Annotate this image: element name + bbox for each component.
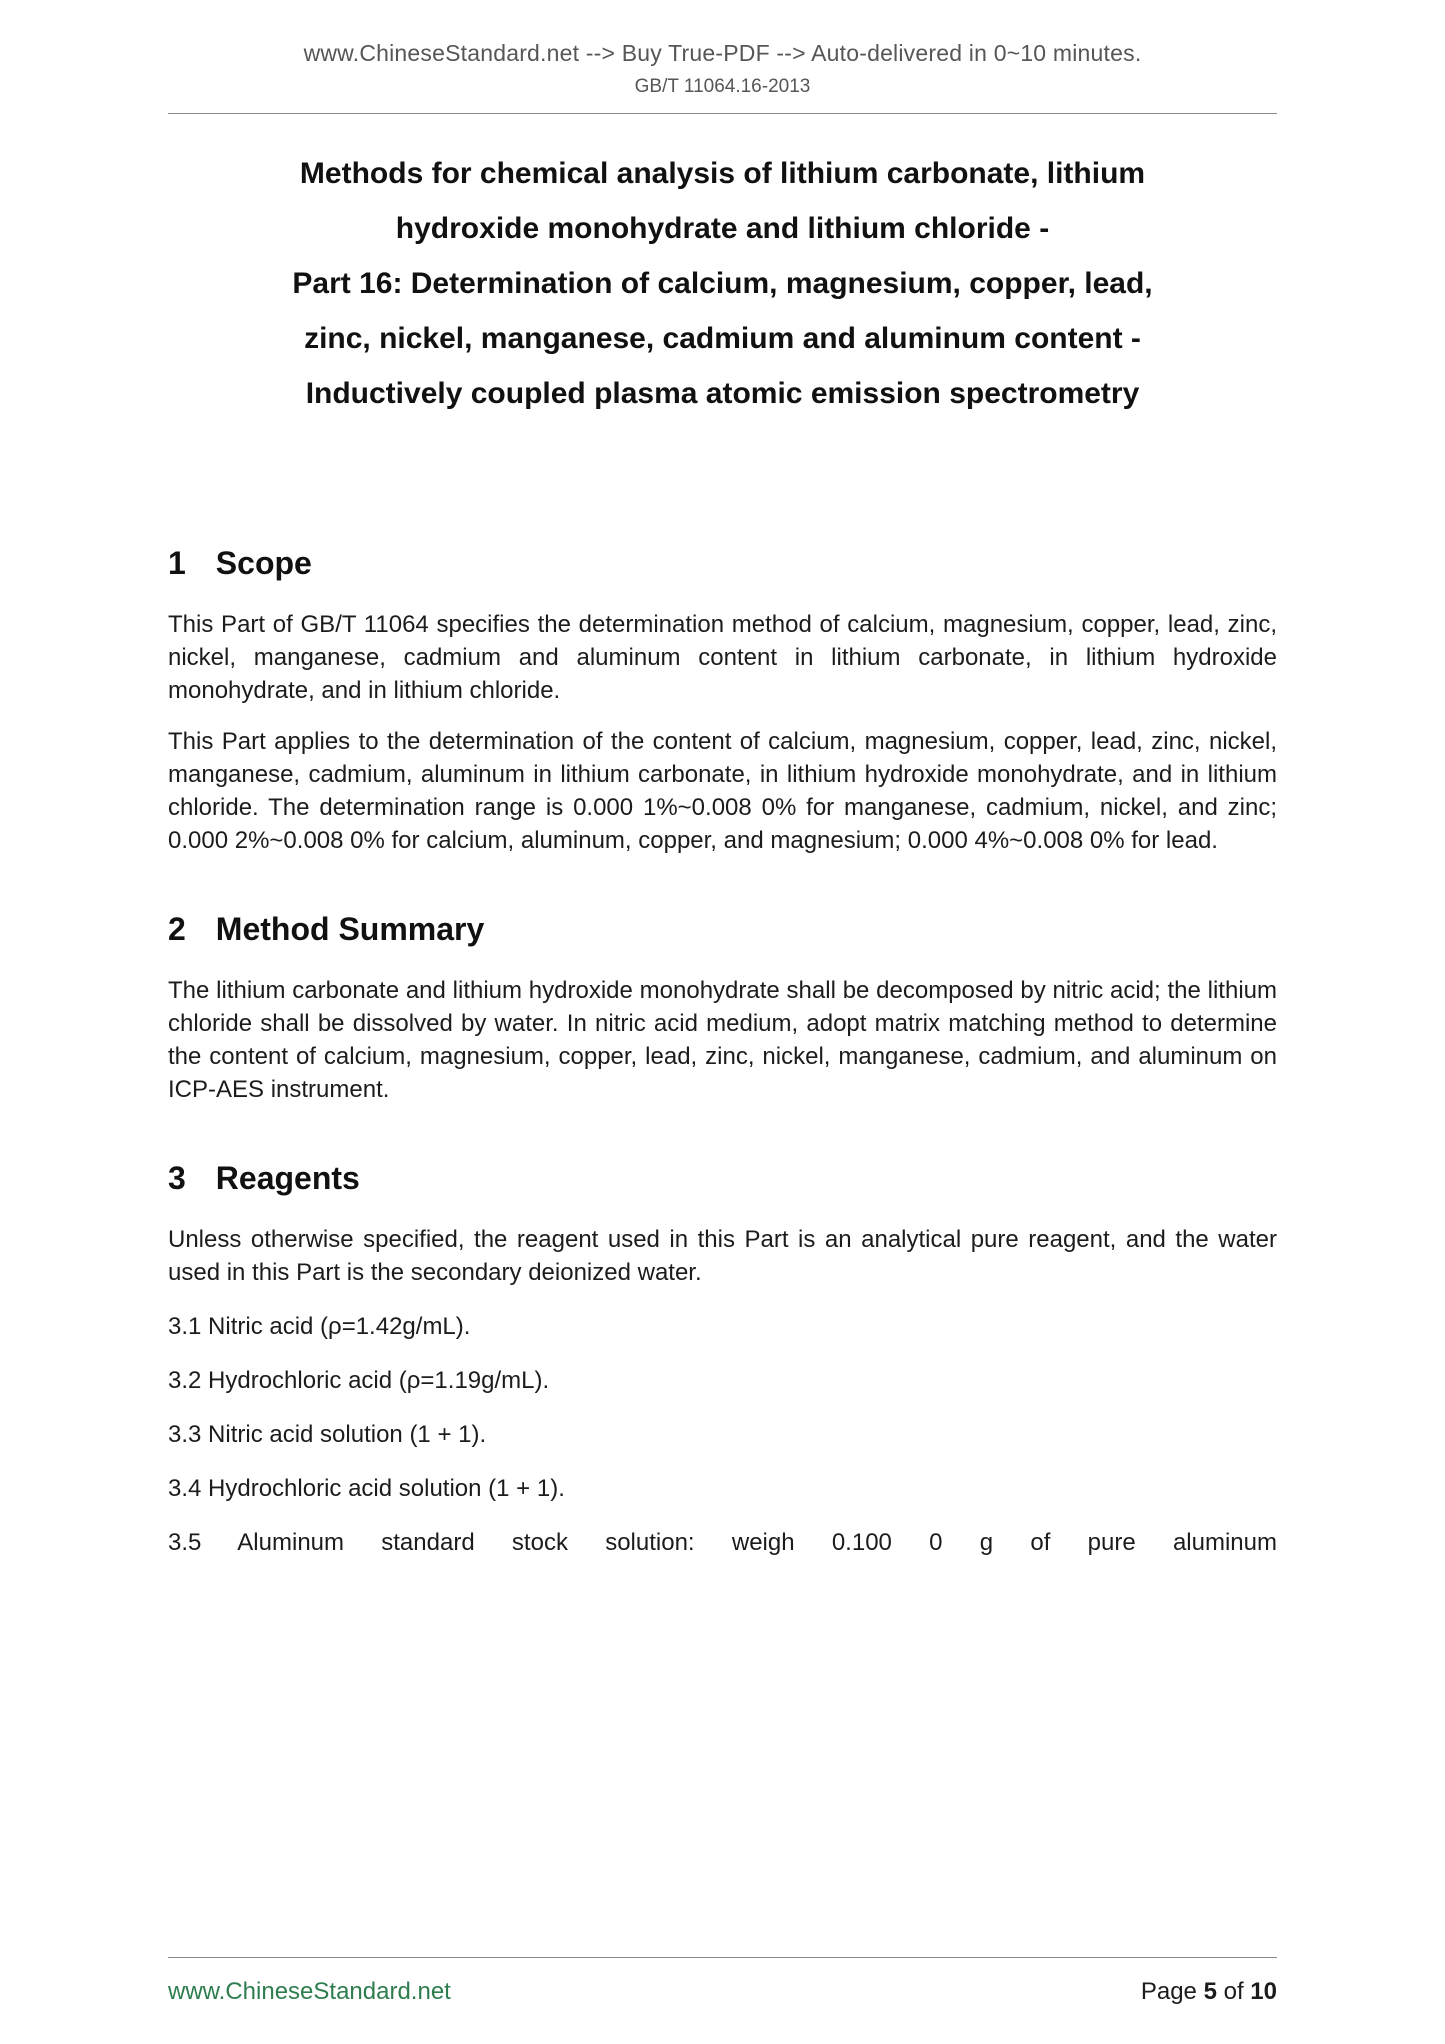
of-label: of <box>1223 1978 1244 2005</box>
reagent-item: 3.4 Hydrochloric acid solution (1 + 1). <box>168 1475 565 1502</box>
section-scope <box>168 509 1277 875</box>
header-standard-number: GB/T 11064.16-2013 <box>634 76 811 97</box>
paragraph: The lithium carbonate and lithium hydroxide monohydrate shall be decomposed by nitric acid; the lithium chloride shall be dissolved by water. In nitric acid medium, adopt matrix matching method to determine the content of calcium, magnesium, copper, lead, zinc, nickel, manganese, cadmium, and aluminum on ICP-AES instrument. <box>168 977 1277 1103</box>
page-label: Page <box>1140 1978 1197 2005</box>
section-title: Method Summary <box>215 911 485 947</box>
document-title <box>168 146 1277 421</box>
reagent-item: 3.5 Aluminum standard stock solution: weigh 0.100 0 g of pure aluminum <box>168 1529 1277 1556</box>
reagent-item: 3.3 Nitric acid solution (1 + 1). <box>168 1421 487 1448</box>
page-indicator <box>1141 1978 1277 2006</box>
section-reagents <box>168 1124 1277 1580</box>
section-heading <box>168 545 1277 582</box>
title-line: zinc, nickel, manganese, cadmium and aluminum content - <box>304 322 1141 355</box>
page-number: 5 <box>1203 1978 1217 2005</box>
page-footer <box>168 1957 1277 2006</box>
reagent-item: 3.2 Hydrochloric acid (ρ=1.19g/mL). <box>168 1367 550 1394</box>
section-number: 1 <box>168 545 186 581</box>
section-number: 2 <box>168 911 186 947</box>
page-header <box>168 40 1277 114</box>
page-total: 10 <box>1250 1978 1277 2005</box>
title-line: Methods for chemical analysis of lithium carbonate, lithium <box>299 157 1146 190</box>
paragraph: This Part of GB/T 11064 specifies the determination method of calcium, magnesium, copper, lead, zinc, nickel, manganese, cadmium and aluminum content in lithium carbonate, in lithium hydroxide monohydrate, and in lithium chloride. <box>168 611 1277 704</box>
section-heading <box>168 1160 1277 1197</box>
title-line: hydroxide monohydrate and lithium chloride - <box>395 212 1050 245</box>
reagent-item: 3.1 Nitric acid (ρ=1.42g/mL). <box>168 1313 471 1340</box>
footer-divider <box>168 1957 1277 1958</box>
section-title: Scope <box>215 545 312 581</box>
section-number: 3 <box>168 1160 186 1196</box>
section-method-summary <box>168 875 1277 1124</box>
paragraph: Unless otherwise specified, the reagent used in this Part is an analytical pure reagent, and the water used in this Part is the secondary deionized water. <box>168 1226 1277 1286</box>
section-heading <box>168 911 1277 948</box>
header-promo-text: www.ChineseStandard.net --> Buy True-PDF --> Auto-delivered in 0~10 minutes. <box>303 40 1142 66</box>
title-line: Part 16: Determination of calcium, magnesium, copper, lead, <box>292 267 1153 300</box>
footer-site-link[interactable]: www.ChineseStandard.net <box>168 1978 451 2005</box>
paragraph: This Part applies to the determination of the content of calcium, magnesium, copper, lead, zinc, nickel, manganese, cadmium, aluminum in lithium carbonate, in lithium hydroxide monohydrate, and in lithium chloride. The determination range is 0.000 1%~0.008 0% for manganese, cadmium, nickel, and zinc; 0.000 2%~0.008 0% for calcium, aluminum, copper, and magnesium; 0.000 4%~0.008 0% for lead. <box>168 728 1277 854</box>
header-divider <box>168 113 1277 114</box>
title-line: Inductively coupled plasma atomic emission spectrometry <box>305 377 1140 410</box>
section-title: Reagents <box>215 1160 360 1196</box>
